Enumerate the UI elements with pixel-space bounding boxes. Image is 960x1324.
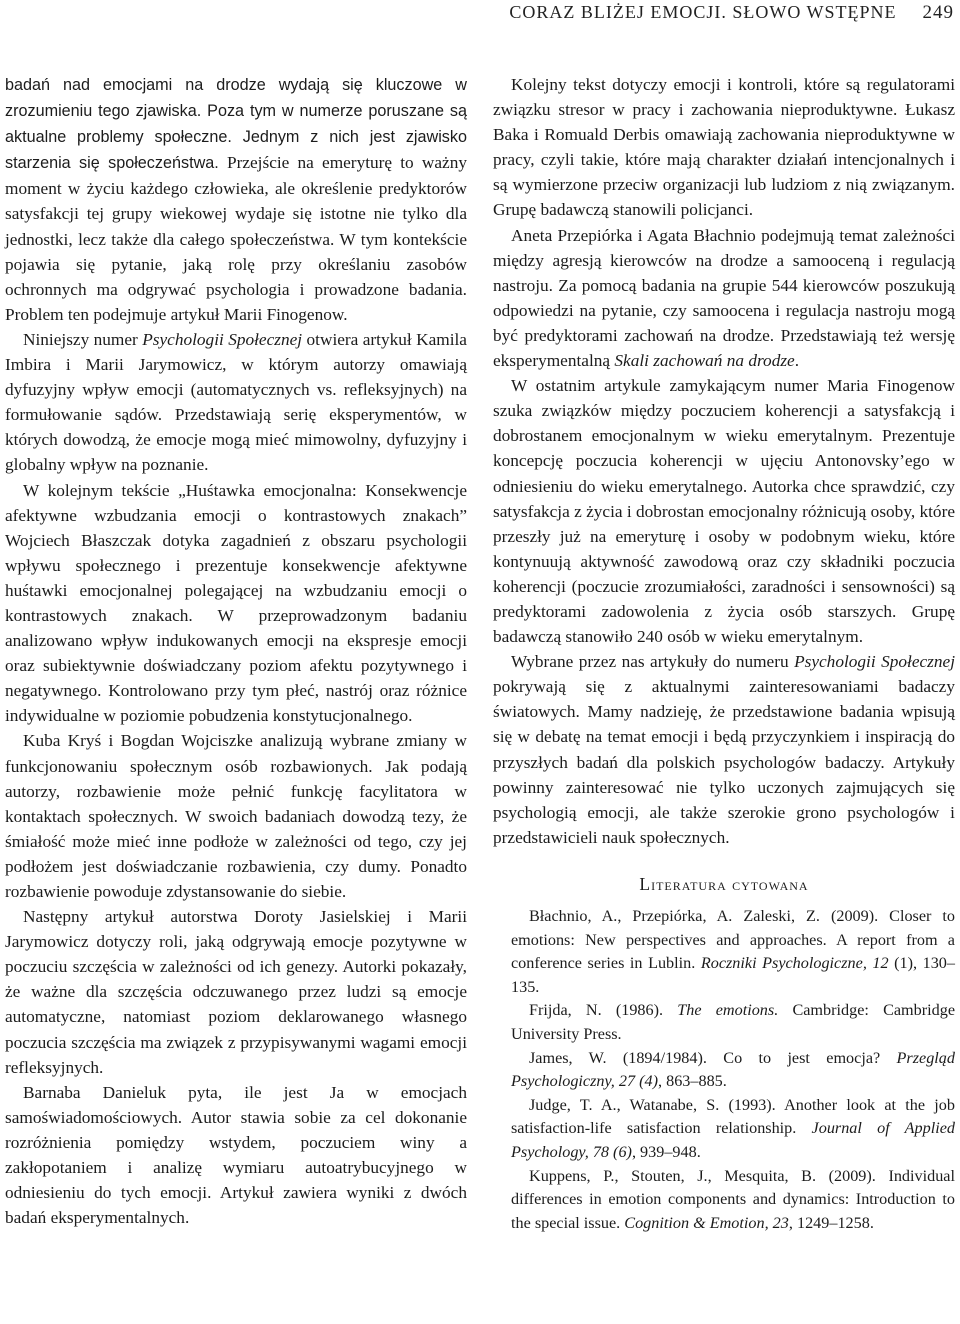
reference-item <box>493 1094 955 1165</box>
paragraph: Kolejny tekst dotyczy emocji i kontroli, które są regulatorami związku stresor w pracy i zachowania nieproduktywne. Łukasz Baka i Romuald Derbis omawiają zachowania nieproduktywne w pracy, czyli takie, które mają charakter działań intencjonalnych i są wymierzone przeciw organizacji lub ludziom z nią związanym. Grupę badawczą stanowili policjanci. <box>493 75 955 220</box>
paragraph <box>5 327 467 478</box>
reference-source: Roczniki Psychologiczne, 12 <box>700 954 889 973</box>
paragraph-segment: badań nad emocjami na drodze wydają się kluczowe w zrozumieniu tego zjawiska. Poza tym w numerze poruszane są aktualne problemy społeczne. Jednym z nich jest zjawisko starzenia się społeczeństwa. <box>5 76 467 173</box>
reference-text: Kuppens, P., Stouten, J., Mesquita, B. (2009). Individual differences in emotion components and dynamics: Introduction to the special issue. <box>511 1166 955 1232</box>
reference-pages: Cambridge: Cambridge University Press. <box>511 1001 956 1043</box>
reference-item <box>493 905 955 999</box>
paragraph: W kolejnym tekście „Huśtawka emocjonalna: Konsekwencje afektywne wzbudzania emocji o kontrastowych znakach” Wojciech Błaszczak dotyka zagadnień z obszaru psychologii wpływu społecznego i prezentuje konsekwencje afektywne huśtawki emocjonalnej polegającej na wzbudzaniu emocji o kontrastowych znakach. W przeprowadzonym badaniu analizowano wpływ indukowanych emocji na ekspresje emocji oraz subiektywnie doświadczany poziom afektu pozytywnego i negatywnego. Kontrolowano przy tym płeć, nastrój oraz różnice indywidualne w poziomie pobudzenia konstytucjonalnego. <box>5 480 467 726</box>
journal-title: Psychologii Społecznej <box>142 329 303 349</box>
scale-title: Skali zachowań na drodze <box>614 351 795 371</box>
right-column <box>493 72 955 1235</box>
paragraph: Barnaba Danieluk pyta, ile jest Ja w emocjach samoświadomościowych. Autor stawia sobie za cel dokonanie rozróżnienia pomiędzy wstydem, poczuciem winy a zakłopotaniem i analizę wymiaru autoatrybucyjnego w odniesieniu do tych emocji. Artykuł zawiera wyniki z dwóch badań eksperymentalnych. <box>5 1082 467 1228</box>
reference-item <box>493 999 955 1046</box>
paragraph-segment: Niniejszy numer <box>23 329 143 349</box>
paragraph: Kuba Kryś i Bogdan Wojciszke analizują wybrane zmiany w funkcjonowaniu społecznym osób rozbawionych. Jak podają autorzy, rozbawienie może pełnić funkcję facylitatora w kontaktach społecznych. W swoich badaniach dowodzą tezy, że śmiałość może mieć inne podłoże w zależności od tego, czy jej podłożem jest doświadczanie rozbawienia, czy dumy. Ponadto rozbawienie powoduje zdystansowanie do siebie. <box>5 731 467 901</box>
reference-source: Cognition & Emotion, 23 <box>624 1213 789 1232</box>
left-column <box>5 72 467 1230</box>
paragraph-segment: Wybrane przez nas artykuły do numeru <box>511 652 795 672</box>
reference-source: The emotions. <box>677 1001 779 1020</box>
reference-text: Judge, T. A., Watanabe, S. (1993). Another look at the job satisfaction-life satisfaction relationship. <box>511 1095 955 1138</box>
reference-pages: (1), 130–135. <box>511 954 955 996</box>
paragraph-segment: Aneta Przepiórka i Agata Błachnio podejmują temat zależności między agresją kierowców na drodze a samooceną i regulacją nastroju. Za pomocą badania na grupie 544 kierowców poszukują odpowiedzi na pytanie, czy samoocena i regulacja nastroju mogą być predyktorami zachowań na drodze. Przedstawiają też wersję eksperymentalną <box>493 225 955 371</box>
reference-pages: , 863–885. <box>658 1072 727 1091</box>
reference-text: James, W. (1894/1984). Co to jest emocja? <box>529 1048 897 1067</box>
reference-pages: , 1249–1258. <box>788 1213 874 1232</box>
reference-source: Journal of Applied Psychology, 78 (6) <box>511 1119 955 1161</box>
reference-pages: , 939–948. <box>631 1142 701 1161</box>
paragraph <box>493 223 955 374</box>
paragraph <box>5 72 467 327</box>
reference-item <box>493 1047 955 1094</box>
paragraph <box>493 649 955 850</box>
reference-list <box>493 905 955 1235</box>
running-title: CORAZ BLIŻEJ EMOCJI. SŁOWO WSTĘPNE <box>509 2 897 22</box>
paragraph-segment: otwiera artykuł Kamila Imbira i Marii Jarymowicz, w którym autorzy omawiają dyfuzyjny wpływ emocji (automatycznych vs. refleksyjnych) na formułowanie sądów. Przedstawiają serię eksperymentów, w których dowodzą, że emocje mogą mieć mimowolny, dyfuzyjny i globalny wpływ na poznanie. <box>5 329 467 475</box>
reference-text: Frijda, N. (1986). <box>529 1001 678 1020</box>
paragraph: Następny artykuł autorstwa Doroty Jasielskiej i Marii Jarymowicz dotyczy roli, jaką odgrywają emocje pozytywne w poczuciu szczęścia w zależności od ich genezy. Autorki pokazały, że ważne dla szczęścia odczuwanego przez ludzi są emocje automatyczne, natomiast poziom deklarowanego własnego poczucia szczęścia ma związek z przypisywanymi wagami emocji refleksyjnych. <box>5 907 467 1077</box>
reference-item <box>493 1165 955 1236</box>
paragraph: W ostatnim artykule zamykającym numer Maria Finogenow szuka związków między poczuciem koherencji a satysfakcją i dobrostanem emocjonalnym w wieku emerytalnym. Prezentuje koncepcję poczucia koherencji w ujęciu Antonovsky’ego w odniesieniu do wieku emerytalnego. Autorka chce sprawdzić, czy satysfakcja z życia i dobrostan emocjonalny różnicują osoby, które przeszły już na emeryturę i osoby w podobnym wieku, które kontynuują aktywność zawodową oraz czy składniki poczucia koherencji (poczucie zrozumiałości, zaradności i sensowności) są predyktorami zadowolenia z życia osób starszych. Grupę badawczą stanowiło 240 osób w wieku emerytalnym. <box>493 376 955 647</box>
paragraph-segment: . <box>794 351 800 371</box>
page-number: 249 <box>922 2 954 23</box>
paragraph-segment: Przejście na emeryturę to ważny moment w życiu każdego człowieka, ale określenie predyktorów satysfakcji tej grupy wiekowej wydaje się istotne nie tylko dla jednostki, lecz także dla całego społeczeństwa. W tym kontekście pojawia się pytanie, jaką rolę przy określaniu zasobów ochronnych ma odgrywać psychologia i prowadzone badania. Problem ten podejmuje artykuł Marii Finogenow. <box>5 153 467 324</box>
paragraph-segment: pokrywają się z aktualnymi zainteresowaniami badaczy światowych. Mamy nadzieję, że przedstawione badania wpisują się w debatę na temat emocji i będą przyczynkiem i inspiracją do przyszłych badań dla polskich psychologów badaczy. Artykuły powinny zainteresować nie tylko uczonych zajmujących się psychologią emocji, ale także szerokie grono psychologów i przedstawicieli nauk społecznych. <box>493 677 955 847</box>
references-heading: Literatura cytowana <box>639 873 809 894</box>
reference-source: Przegląd Psychologiczny, 27 (4) <box>511 1048 955 1091</box>
journal-title: Psychologii Społecznej <box>794 652 955 672</box>
reference-text: Błachnio, A., Przepiórka, A. Zaleski, Z. (2009). Closer to emotions: New perspectives and approaches. A report from a conference series in Lublin. <box>511 907 955 973</box>
running-header <box>509 2 954 24</box>
